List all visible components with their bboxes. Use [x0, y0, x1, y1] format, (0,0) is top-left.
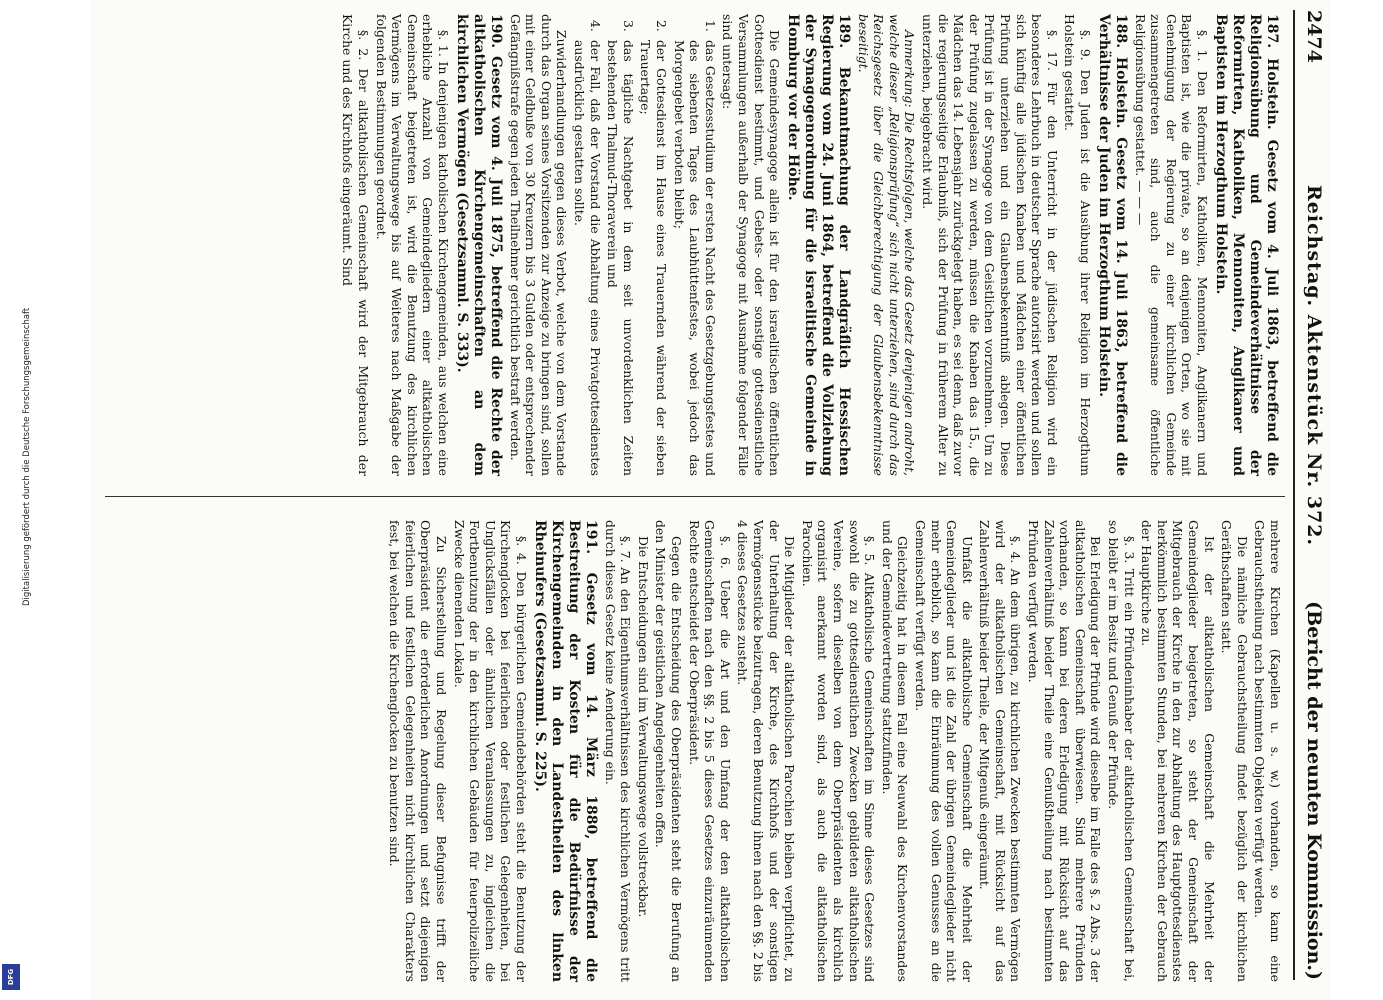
page-title: Reichstag. Aktenstück Nr. 372.: [1303, 185, 1325, 547]
funding-note: Digitalisierung gefördert durch die Deutsche Forschungsgemeinschaft: [22, 307, 32, 606]
left-column: [338, 14, 1283, 476]
list-item-text: das Gesetzesstudium der ersten Nacht des Gesetzgebungsfestes und des siebenten Tages des Laubhüttenfestes, wobei jedoch das Morgengebet verboten bleibt;: [671, 40, 718, 476]
body-paragraph: mehrere Kirchen (Kapellen u. s. w.) vorhanden, so kann eine Gebrauchstheilung nach bestimmten Objekten verfügt werden.: [1252, 520, 1283, 982]
list-item: [638, 14, 669, 476]
body-paragraph: §. 9. Den Juden ist die Ausübung ihrer Religion im Herzogthum Holstein gestattet.: [1062, 14, 1094, 476]
body-paragraph: §. 1. In denjenigen katholischen Kirchengemeinden, aus welchen eine erhebliche Anzahl von Gemeindegliedern einer altkatholischen Gemeinschaft beigetreten ist, wird die Benutzung des kirchlichen Vermögens im Verwaltungswege bis auf Weiteres nach Maßgabe der folgenden Bestimmungen geordnet.: [373, 14, 452, 476]
dfg-logo-text: DFG: [7, 968, 15, 986]
body-paragraph: Zu Sicherstellung und Regelung dieser Befugnisse trifft der Oberpräsident die erforderlichen Anordnungen und setzt diejenigen feierlichen und festlichen Gelegenheiten nicht kirchlichen Charakters fest, bei welchen die Kirchenglocken zu benutzen sind.: [387, 520, 450, 982]
section-heading: 189. Bekanntmachung der Landgräflich Hessischen Regierung vom 24. Juni 1864, betreffend die Vollziehung der Synagogenordnung für die israelitische Gemeinde in Homburg vor der Höhe.: [785, 14, 853, 476]
body-paragraph: §. 3. Tritt ein Pfründeninhaber der altkatholischen Gemeinschaft bei, so bleibt er im Besitz und Genuß der Pfründe.: [1106, 520, 1137, 982]
section-heading: 188. Holstein. Gesetz vom 14. Juli 1863, betreffend die Verhältnisse der Juden im Herzogthum Holstein.: [1096, 14, 1130, 476]
body-paragraph: Ist der altkatholischen Gemeinschaft die Mehrheit der Gemeindeglieder beigetreten, so steht der Gemeinschaft der Mitgebrauch der Kirche in den zur Abhaltung des Hauptgottesdienstes herkömmlich bestimmten Stunden, bei mehreren Kirchen der Gebrauch der Hauptkirche zu.: [1139, 520, 1217, 982]
body-paragraph: §. 4. An dem übrigen, zu kirchlichen Zwecken bestimmten Vermögen wird der altkatholischen Gemeinschaft, mit Rücksicht auf das Zahlenverhältniß beider Theile, der Mitgenuß eingeräumt.: [977, 520, 1024, 982]
page-number: 2474: [1303, 10, 1325, 63]
body-paragraph: Die Mitglieder der altkatholischen Parochien bleiben verpflichtet, zu der Unterhaltung der Kirche, des Kirchhofs und der sonstigen Vermögensstücke beizutragen, deren Benutzung ihnen nach den §§. 2 bis 4 dieses Gesetzes zusteht.: [735, 520, 798, 982]
body-paragraph: Gleichzeitig hat in diesem Fall eine Neuwahl des Kirchenvorstandes und der Gemeindevertretung stattzufinden.: [879, 520, 911, 982]
body-paragraph: Die nämliche Gebrauchstheilung findet bezüglich der kirchlichen Geräthschaften statt.: [1219, 520, 1250, 982]
list-item-number: 1.: [702, 20, 718, 32]
list-item-number: 3.: [620, 20, 636, 32]
list-item-text: das tägliche Nachtgebet in dem seit unvordenklichen Zeiten bestehenden Thalmud-Thoraverein und: [605, 40, 636, 476]
body-paragraph: §. 4. Den bürgerlichen Gemeindebehörden steht die Benutzung der Kirchenglocken bei feierlichen oder festlichen Gelegenheiten, bei Unglücksfällen oder ähnlichen Veranlassungen zu, ingleichen die Fortbenutzung der in den kirchlichen Gebäuden für feuerpolizeiliche Zwecke dienenden Lokale.: [451, 520, 530, 982]
list-item-text: der Gottesdienst im Hause eines Trauernden während der sieben Trauertage;: [638, 40, 669, 476]
list-item: [605, 14, 636, 476]
list-item: [671, 14, 718, 476]
body-paragraph: Zuwiderhandlungen gegen dieses Verbot, welche von dem Vorstande durch das Organ seines Vorsitzenden zur Anzeige zu bringen sind, sollen mit einer Geldbuße von 30 Kreuzern bis 3 Gulden oder entsprechender Gefängnißstrafe gegen jeden Theilnehmer gerichtlich bestraft werden.: [507, 14, 570, 476]
right-column: [385, 520, 1283, 982]
scanned-page: [91, 0, 1331, 1000]
body-paragraph: Die Gemeindesynagoge allein ist für den israelitischen öffentlichen Gottesdienst bestimmt, und Gebets- oder sonstige gottesdienstliche Versammlungen außerhalb der Synagoge mit Ausnahme folgender Fälle sind untersagt:: [720, 14, 783, 476]
body-paragraph: Bei Erledigung der Pfründe wird dieselbe im Falle des §. 2 Abs. 3 der altkatholischen Gemeinschaft überwiesen. Sind mehrere Pfründen vorhanden, so kann bei deren Erledigung mit Rücksicht auf das Zahlenverhältniß beider Theile eine Genußtheilung nach bestimmten Pfründen verfügt werden.: [1026, 520, 1104, 982]
column-divider: [105, 496, 1285, 497]
list-item-number: 2.: [653, 20, 669, 32]
body-paragraph: Die Entscheidungen sind im Verwaltungswege vollstreckbar.: [635, 536, 651, 918]
footer-strip: [0, 0, 32, 1000]
body-paragraph: §. 1. Den Reformirten, Katholiken, Mennoniten, Anglikanern und Baptisten ist, wie die private, so an denjenigen Orten, wo sie mit Genehmigung der Regierung zu einer kirchlichen Gemeinde zusammengetreten sind, auch die gemeinsame öffentliche Religionsübung gestattet. — — —: [1132, 14, 1210, 476]
body-paragraph: Umfaßt die altkatholische Gemeinschaft die Mehrheit der Gemeindeglieder und ist die Zahl der übrigen Gemeindeglieder nicht mehr erheblich, so kann die Einräumung des vollen Genusses an die Gemeinschaft verfügt werden.: [912, 520, 975, 982]
body-paragraph: §. 7. An den Eigenthumsverhältnissen des kirchlichen Vermögens tritt durch dieses Gesetz keine Aenderung ein.: [602, 520, 634, 982]
body-paragraph: §. 2. Der altkatholischen Gemeinschaft wird der Mitgebrauch der Kirche und des Kirchhofs eingeräumt. Sind: [340, 14, 372, 476]
dfg-logo: [2, 964, 20, 990]
body-paragraph: §. 17. Für den Unterricht in der jüdischen Religion wird ein besonderes Lehrbuch in deutscher Sprache autorisirt werden und sollen sich künftig alle jüdischen Knaben und Mädchen einer öffentlichen Prüfung unterziehen und ein Glaubensbekenntniß ablegen. Diese Prüfung ist in der Synagoge von dem Geistlichen vorzunehmen. Um zu der Prüfung zugelassen zu werden, müssen die Knaben das 15., die Mädchen das 14. Lebensjahr zurückgelegt haben, es sei denn, daß zuvor die regierungsseitige Erlaubniß, sich der Prüfung in früherem Alter zu unterziehen, beigebracht wird.: [920, 14, 1060, 476]
note-paragraph: Anmerkung: Die Rechtsfolgen, welche das Gesetz denjenigen androht, welche dieser „Religionsprüfung“ sich nicht unterziehen, sind durch das Reichsgesetz über die Gleichberechtigung der Glaubensbekenntnisse beseitigt.: [855, 14, 918, 476]
list-item-number: 4.: [587, 20, 603, 32]
body-paragraph: §. 6. Ueber die Art und den Umfang der den altkatholischen Gemeinschaften nach den §§. 2 bis 5 dieses Gesetzes einzuräumenden Rechte entscheidet der Oberpräsident.: [686, 520, 733, 982]
section-heading: 190. Gesetz vom 4. Juli 1875, betreffend die Rechte der altkatholischen Kirchengemeinschaften an dem kirchlichen Vermögen (Gesetzsamml. S. 333).: [454, 14, 505, 476]
page-subtitle: (Bericht der neunten Kommission.): [1303, 601, 1325, 980]
page-header: [1293, 10, 1329, 980]
body-paragraph: Gegen die Entscheidung des Oberpräsidenten steht die Berufung an den Minister der geistlichen Angelegenheiten offen.: [653, 520, 685, 982]
body-paragraph: §. 5. Altkatholische Gemeinschaften im Sinne dieses Gesetzes sind sowohl die zu gottesdienstlichen Zwecken gebildeten altkatholischen Vereine, sofern dieselben von dem Oberpräsidenten als kirchlich organisirt anerkannt worden sind, als auch die altkatholischen Parochien.: [799, 520, 878, 982]
list-item: [571, 14, 602, 476]
section-heading: 191. Gesetz vom 14. März 1880, betreffend die Bestreitung der Kosten für die Bedürfnisse der Kirchengemeinden in den Landestheilen des linken Rheinufers (Gesetzsamml. S. 225).: [532, 520, 600, 982]
section-heading: 187. Holstein. Gesetz vom 4. Juli 1863, betreffend die Religionsübung und Gemeindeverhältnisse der Reformirten, Katholiken, Mennoniten, Anglikaner und Baptisten im Herzogthum Holstein.: [1213, 14, 1280, 476]
list-item-text: der Fall, daß der Vorstand die Abhaltung eines Privatgottesdienstes ausdrücklich gestatten sollte.: [572, 40, 603, 476]
